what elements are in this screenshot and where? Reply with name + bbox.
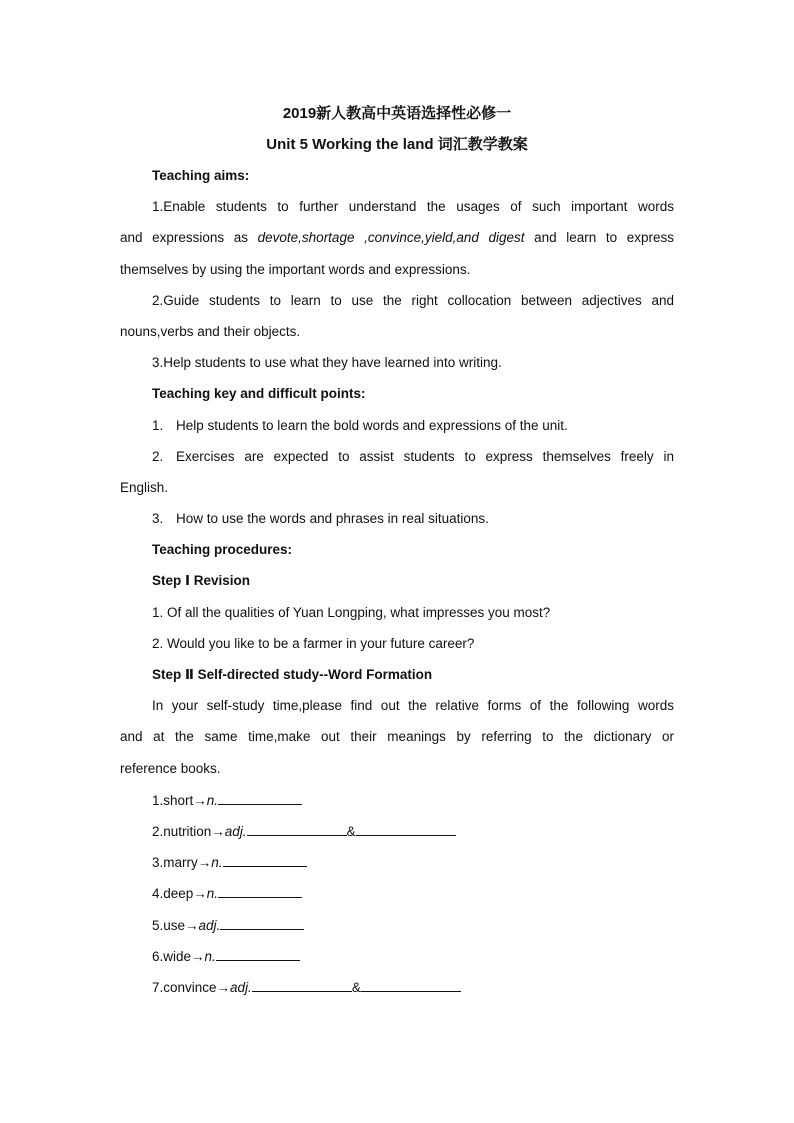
exercise-5-word: 5.use→ — [152, 917, 199, 933]
key-point-2-text: Exercises are expected to assist students to express themselves freely in — [176, 448, 674, 464]
key-point-2-number: 2. — [152, 448, 164, 464]
exercise-2-blank-2[interactable] — [356, 821, 456, 836]
exercise-6-word: 6.wide→ — [152, 948, 205, 964]
exercise-1-blank[interactable] — [218, 790, 302, 805]
key-point-3-text: How to use the words and phrases in real situations. — [176, 511, 489, 527]
document-subtitle: Unit 5 Working the land 词汇教学教案 — [266, 136, 528, 153]
exercise-4-pos: n. — [206, 886, 219, 902]
aim-1-line-2-pre: and expressions as — [120, 230, 258, 246]
revision-question-1: 1. Of all the qualities of Yuan Longping, what impresses you most? — [152, 604, 551, 620]
exercise-2-pos: adj. — [224, 823, 247, 839]
exercise-2 — [120, 821, 674, 852]
key-point-1-text: Help students to learn the bold words and expressions of the unit. — [176, 417, 568, 433]
exercise-7-ampersand: & — [351, 979, 361, 995]
exercise-3-pos: n. — [211, 855, 223, 871]
aim-1-line-2 — [120, 228, 674, 259]
exercise-3-word: 3.marry→ — [152, 855, 212, 871]
exercise-6 — [120, 946, 674, 977]
aim-1-line-1: 1.Enable students to further understand the usages of such important words — [152, 199, 674, 215]
exercise-7-pos: adj. — [230, 979, 252, 995]
exercise-3 — [120, 852, 674, 883]
exercise-6-pos: n. — [204, 948, 216, 964]
exercise-1-word: 1.short→ — [152, 792, 207, 808]
procedures-heading: Teaching procedures: — [152, 542, 293, 558]
aim-1-line-3: themselves by using the important words and expressions. — [120, 261, 471, 277]
exercise-2-word: 2.nutrition→ — [152, 823, 225, 839]
exercise-5 — [120, 915, 674, 946]
key-point-2 — [120, 447, 674, 478]
aim-1-key-words: devote,shortage ,convince,yield,and digest — [257, 230, 525, 246]
step-2-intro-line-2: and at the same time,make out their meanings by referring to the dictionary or — [120, 729, 674, 745]
exercise-2-blank-1[interactable] — [247, 821, 347, 836]
revision-question-2: 2. Would you like to be a farmer in your future career? — [152, 635, 475, 651]
teaching-aims-heading: Teaching aims: — [152, 168, 250, 183]
exercise-3-blank[interactable] — [223, 852, 307, 867]
step-2-heading: Step Ⅱ Self-directed study--Word Formation — [152, 667, 433, 682]
exercise-5-pos: adj. — [198, 917, 221, 933]
key-point-3-number: 3. — [152, 511, 164, 527]
exercise-4-blank[interactable] — [218, 883, 302, 898]
key-point-1 — [120, 416, 674, 447]
document-page — [120, 104, 674, 1008]
exercise-5-blank[interactable] — [220, 915, 304, 930]
exercise-1-pos: n. — [206, 792, 219, 808]
aim-2-line-1: 2.Guide students to learn to use the right collocation between adjectives and — [152, 292, 674, 308]
exercise-2-ampersand: & — [346, 823, 356, 839]
document-title: 2019新人教高中英语选择性必修一 — [282, 105, 512, 122]
exercise-4 — [120, 883, 674, 914]
exercise-4-word: 4.deep→ — [152, 886, 207, 902]
aim-2-line-2: nouns,verbs and their objects. — [120, 323, 301, 339]
step-2-intro-line-1: In your self-study time,please find out the relative forms of the following words — [152, 698, 674, 714]
key-point-2-continued: English. — [120, 479, 169, 495]
exercise-7-blank-2[interactable] — [361, 977, 461, 992]
aim-3: 3.Help students to use what they have learned into writing. — [152, 355, 502, 371]
exercise-7-blank-1[interactable] — [252, 977, 352, 992]
key-point-1-number: 1. — [152, 417, 164, 433]
step-2-intro-line-3: reference books. — [120, 760, 221, 776]
exercise-6-blank[interactable] — [216, 946, 300, 961]
exercise-1 — [120, 790, 674, 821]
exercise-7 — [120, 977, 674, 1008]
key-points-heading: Teaching key and difficult points: — [152, 386, 366, 402]
key-point-3 — [120, 509, 674, 540]
exercise-7-word: 7.convince→ — [152, 979, 231, 995]
aim-1-line-2-post: and learn to express — [524, 230, 675, 246]
step-1-heading: Step Ⅰ Revision — [152, 573, 251, 589]
